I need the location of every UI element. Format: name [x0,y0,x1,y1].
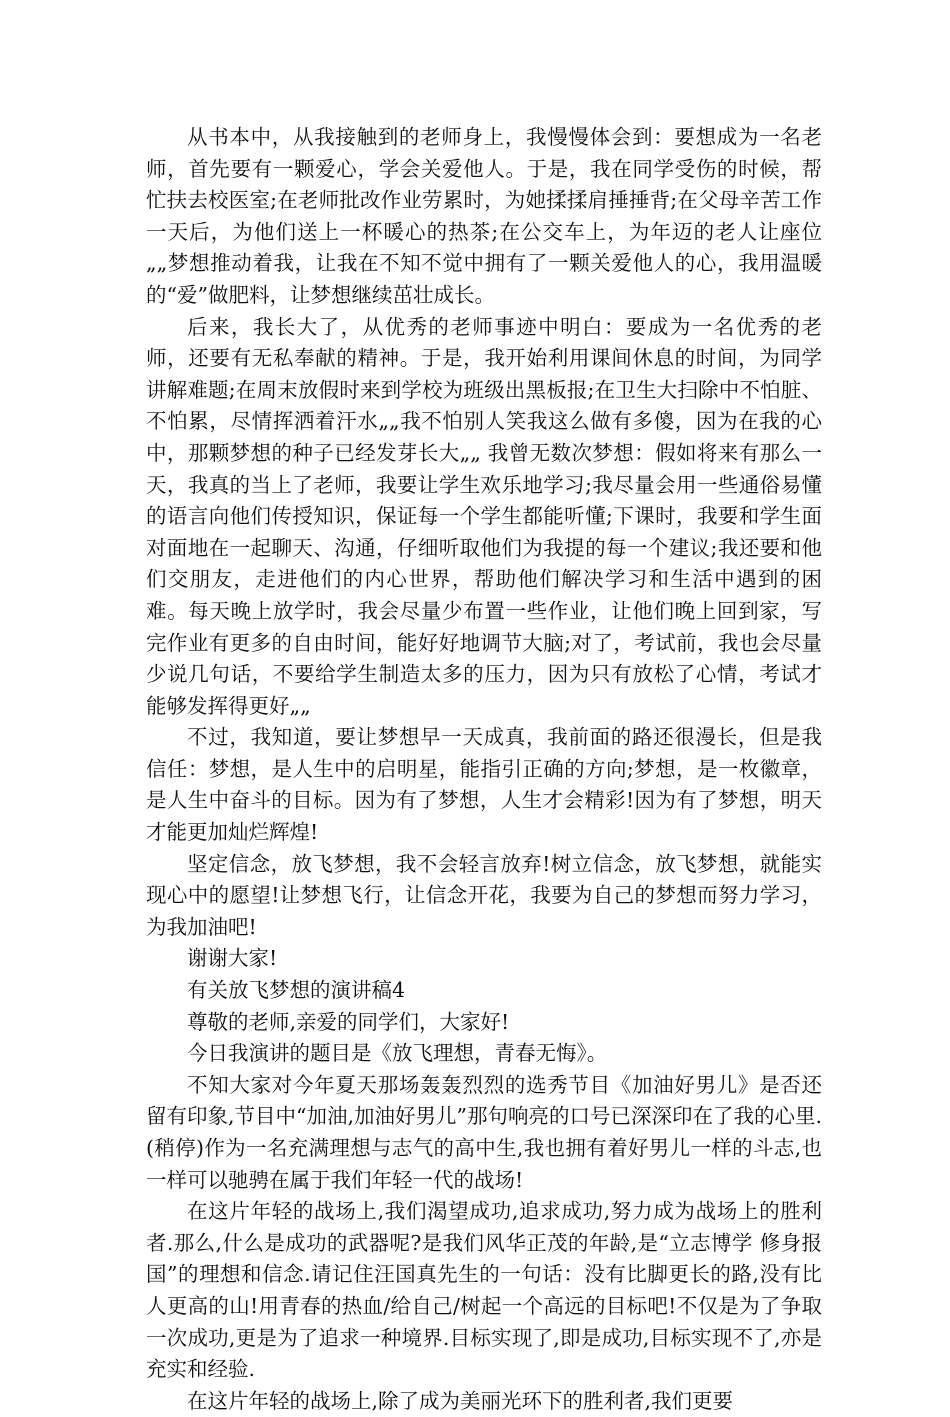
paragraph: 在这片年轻的战场上,我们渴望成功,追求成功,努力成为战场上的胜利者.那么,什么是成功的武器呢?是我们风华正茂的年龄,是“立志博学 修身报国”的理想和信念.请记住汪国真先生的一句话：没有比脚更长的路,没有比人更高的山!用青春的热血/给自己/树起一个高远的目标吧!不仅是为了争取一次成功,更是为了追求一种境界.目标实现了,即是成功,目标实现不了,亦是充实和经验. [146,1199,822,1382]
paragraph: 后来，我长大了，从优秀的老师事迹中明白：要成为一名优秀的老师，还要有无私奉献的精神。于是，我开始利用课间休息的时间，为同学讲解难题;在周末放假时来到学校为班级出黑板报;在卫生大扫除中不怕脏、不怕累，尽情挥洒着汗水„„我不怕别人笑我这么做有多傻，因为在我的心中，那颗梦想的种子已经发芽长大„„ 我曾无数次梦想：假如将来有那么一天，我真的当上了老师，我要让学生欢乐地学习;我尽量会用一些通俗易懂的语言向他们传授知识，保证每一个学生都能听懂;下课时，我要和学生面对面地在一起聊天、沟通，仔细听取他们为我提的每一个建议;我还要和他们交朋友，走进他们的内心世界，帮助他们解决学习和生活中遇到的困难。每天晚上放学时，我会尽量少布置一些作业，让他们晚上回到家，写完作业有更多的自由时间，能好好地调节大脑;对了，考试前，我也会尽量少说几句话，不要给学生制造太多的压力，因为只有放松了心情，考试才能够发挥得更好„„ [146,314,822,718]
speech-topic: 今日我演讲的题目是《放飞理想，青春无悔》。 [187,1041,608,1066]
paragraph: 在这片年轻的战场上,除了成为美丽光环下的胜利者,我们更要 [187,1388,734,1413]
paragraph: 从书本中，从我接触到的老师身上，我慢慢体会到：要想成为一名老师，首先要有一颗爱心，学会关爱他人。于是，我在同学受伤的时候，帮忙扶去校医室;在老师批改作业劳累时，为她揉揉肩捶捶背;在父母辛苦工作一天后，为他们送上一杯暖心的热茶;在公交车上，为年迈的老人让座位„„梦想推动着我，让我在不知不觉中拥有了一颗关爱他人的心，我用温暖的“爱”做肥料，让梦想继续茁壮成长。 [146,125,822,307]
salutation: 尊敬的老师,亲爱的同学们，大家好! [187,1009,510,1034]
document-page [146,122,822,1417]
paragraph: 坚定信念，放飞梦想，我不会轻言放弃!树立信念，放飞梦想，就能实现心中的愿望!让梦想飞行，让信念开花，我要为自己的梦想而努力学习，为我加油吧! [146,851,822,939]
paragraph: 不知大家对今年夏天那场轰轰烈烈的选秀节目《加油好男儿》是否还留有印象,节目中“加油,加油好男儿”那句响亮的口号已深深印在了我的心里.(稍停)作为一名充满理想与志气的高中生,我也拥有着好男儿一样的斗志,也一样可以驰骋在属于我们年轻一代的战场! [146,1072,823,1192]
paragraph: 不过，我知道，要让梦想早一天成真，我前面的路还很漫长，但是我信任：梦想，是人生中的启明星，能指引正确的方向;梦想，是一枚徽章，是人生中奋斗的目标。因为有了梦想，人生才会精彩!因为有了梦想，明天才能更加灿烂辉煌! [146,725,822,845]
closing-line: 谢谢大家! [187,946,278,971]
section-title: 有关放飞梦想的演讲稿4 [187,978,406,1003]
